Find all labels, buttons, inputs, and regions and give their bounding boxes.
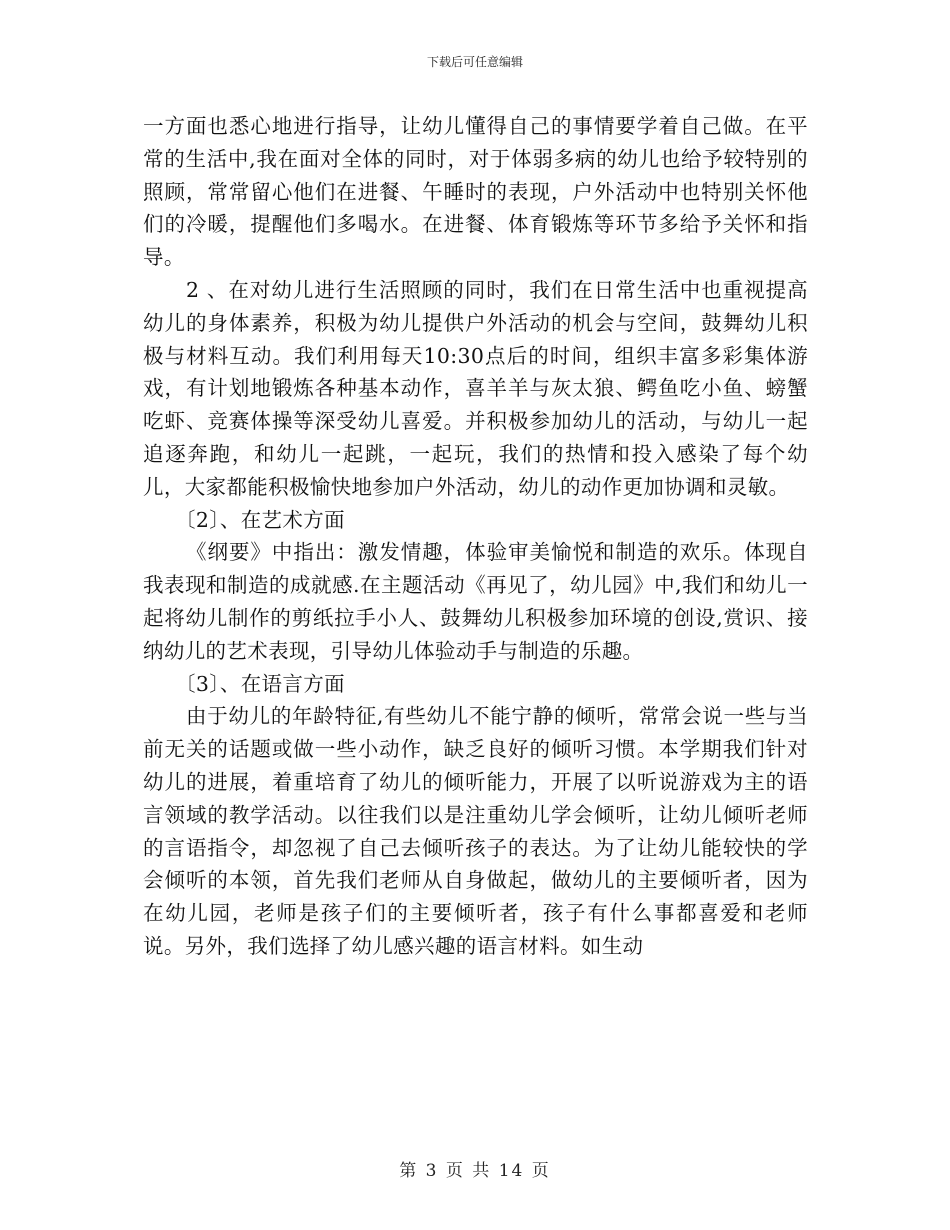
page-footer-number: 第 3 页 共 14 页 <box>399 1161 551 1181</box>
paragraph-care-guidance: 一方面也悉心地进行指导，让幼儿懂得自己的事情要学着自己做。在平常的生活中,我在面对全体的同时，对于体弱多病的幼儿也给予较特别的照顾，常常留心他们在进餐、午睡时的表现，户外活动中也特别关怀他们的冷暖，提醒他们多喝水。在进餐、体育锻炼等环节多给予关怀和指导。 <box>143 114 808 270</box>
section-heading-language: 〔3〕、在语言方面 <box>175 671 345 696</box>
paragraph-art: 《纲要》中指出：激发情趣，体验审美愉悦和制造的欢乐。体现自我表现和制造的成就感.在主题活动《再见了，幼儿园》中,我们和幼儿一起将幼儿制作的剪纸拉手小人、鼓舞幼儿积极参加环境的创设,赏识、接纳幼儿的艺术表现，引导幼儿体验动手与制造的乐趣。 <box>143 540 808 663</box>
paragraph-language: 由于幼儿的年龄特征,有些幼儿不能宁静的倾听，常常会说一些与当前无关的话题或做一些小动作，缺乏良好的倾听习惯。本学期我们针对幼儿的进展，着重培育了幼儿的倾听能力，开展了以听说游戏为主的语言领域的教学活动。以往我们以是注重幼儿学会倾听，让幼儿倾听老师的言语指令，却忽视了自己去倾听孩子的表达。为了让幼儿能较快的学会倾听的本领，首先我们老师从自身做起，做幼儿的主要倾听者，因为在幼儿园，老师是孩子们的主要倾听者，孩子有什么事都喜爱和老师说。另外，我们选择了幼儿感兴趣的语言材料。如生动 <box>143 704 808 958</box>
paragraph-outdoor-activities: 2 、在对幼儿进行生活照顾的同时，我们在日常生活中也重视提高幼儿的身体素养，积极为幼儿提供户外活动的机会与空间，鼓舞幼儿积极与材料互动。我们利用每天10:30点后的时间，组织丰富多彩集体游戏，有计划地锻炼各种基本动作，喜羊羊与灰太狼、鳄鱼吃小鱼、螃蟹吃虾、竞赛体操等深受幼儿喜爱。并积极参加幼儿的活动，与幼儿一起追逐奔跑，和幼儿一起跳，一起玩，我们的热情和投入感染了每个幼儿，大家都能积极愉快地参加户外活动，幼儿的动作更加协调和灵敏。 <box>143 277 808 499</box>
document-body <box>143 110 808 963</box>
section-heading-art: 〔2〕、在艺术方面 <box>175 507 345 532</box>
page-header-note: 下载后可任意编辑 <box>426 55 523 69</box>
